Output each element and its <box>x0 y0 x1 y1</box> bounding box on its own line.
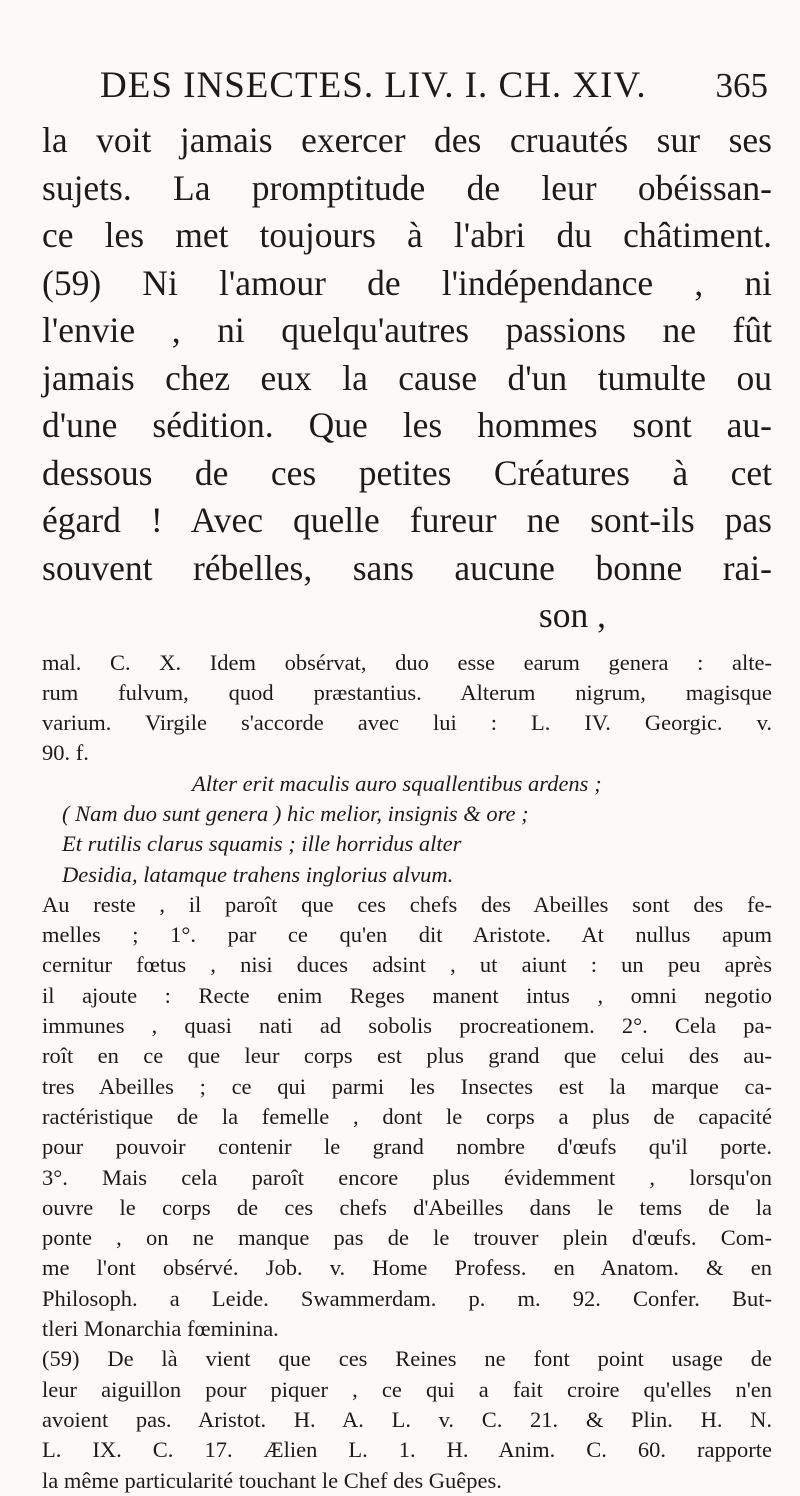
footnote-line: ractéristique de la femelle , dont le corps a plus de capacité <box>42 1103 772 1129</box>
footnote-line: roît en ce que leur corps est plus grand que celui des au- <box>42 1043 772 1069</box>
main-text-line: (59) Ni l'amour de l'indépendance , ni <box>42 262 772 303</box>
main-text-block <box>42 117 772 640</box>
footnote-line: avoient pas. Aristot. H. A. L. v. C. 21. & Plin. H. N. <box>42 1406 772 1432</box>
main-text-line: d'une sédition. Que les hommes sont au- <box>42 405 772 445</box>
main-text-line: l'envie , ni quelqu'autres passions ne fût <box>42 310 772 350</box>
page-number: 365 <box>715 66 768 105</box>
footnote-line: tleri Monarchia fœminina. <box>42 1316 279 1342</box>
footnote-line: ouvre le corps de ces chefs d'Abeilles dans le tems de la <box>42 1194 772 1220</box>
main-text-line: égard ! Avec quelle fureur ne sont-ils pas <box>42 500 772 540</box>
main-text-line: souvent rébelles, sans aucune bonne rai- <box>42 547 772 588</box>
footnote-line: 3°. Mais cela paroît encore plus évidemment , lorsqu'on <box>42 1164 772 1190</box>
footnote-line: leur aiguillon pour piquer , ce qui a fait croire qu'elles n'en <box>42 1376 772 1402</box>
verse-line: ( Nam duo sunt genera ) hic melior, insignis & ore ; <box>62 800 529 826</box>
verse-line: Alter erit maculis auro squallentibus ardens ; <box>192 770 602 796</box>
footnote-line: 90. f. <box>42 740 89 766</box>
main-text-line: ce les met toujours à l'abri du châtiment. <box>42 215 772 255</box>
verse-line: Et rutilis clarus squamis ; ille horridus alter <box>62 831 462 857</box>
footnote-line: mal. C. X. Idem obsérvat, duo esse earum genera : alte- <box>42 649 772 675</box>
verse-line: Desidia, latamque trahens inglorius alvum. <box>62 861 454 887</box>
main-text-line: la voit jamais exercer des cruautés sur ses <box>42 120 772 160</box>
footnote-line: immunes , quasi nati ad sobolis procreationem. 2°. Cela pa- <box>42 1013 772 1039</box>
running-head-title: DES INSECTES. LIV. I. CH. XIV. <box>100 65 647 106</box>
footnote-line: cernitur fœtus , nisi duces adsint , ut aiunt : un peu après <box>42 952 772 978</box>
footnote-line: tres Abeilles ; ce qui parmi les Insectes est la marque ca- <box>42 1073 772 1099</box>
footnote-line: me l'ont obsérvé. Job. v. Home Profess. en Anatom. & en <box>42 1255 772 1281</box>
footnote-line: Au reste , il paroît que ces chefs des Abeilles sont des fe- <box>42 891 772 917</box>
main-text-line: jamais chez eux la cause d'un tumulte ou <box>42 357 772 398</box>
footnote-line: il ajoute : Recte enim Reges manent intus , omni negotio <box>42 982 772 1008</box>
footnote-line: (59) De là vient que ces Reines ne font point usage de <box>42 1346 772 1372</box>
footnote-line: melles ; 1°. par ce qu'en dit Aristote. At nullus apum <box>42 922 772 948</box>
footnote-line: ponte , on ne manque pas de le trouver plein d'œufs. Com- <box>42 1225 772 1251</box>
main-text-line: sujets. La promptitude de leur obéissan- <box>42 167 772 208</box>
footnote-line: L. IX. C. 17. Ælien L. 1. H. Anim. C. 60. rapporte <box>42 1437 772 1463</box>
footnote-line: rum fulvum, quod præstantius. Alterum nigrum, magisque <box>42 679 772 705</box>
footnote-line: pour pouvoir contenir le grand nombre d'œufs qu'il porte. <box>42 1134 772 1160</box>
main-text-catchword: son , <box>538 595 606 635</box>
main-text-line: dessous de ces petites Créatures à cet <box>42 452 772 493</box>
running-head <box>42 64 772 107</box>
footnote-line: varium. Virgile s'accorde avec lui : L. IV. Georgic. v. <box>42 710 772 736</box>
footnote-line: la même particularité touchant le Chef des Guêpes. <box>42 1467 502 1493</box>
footnotes-block <box>42 648 772 1496</box>
footnote-line: Philosoph. a Leide. Swammerdam. p. m. 92. Confer. But- <box>42 1285 772 1311</box>
